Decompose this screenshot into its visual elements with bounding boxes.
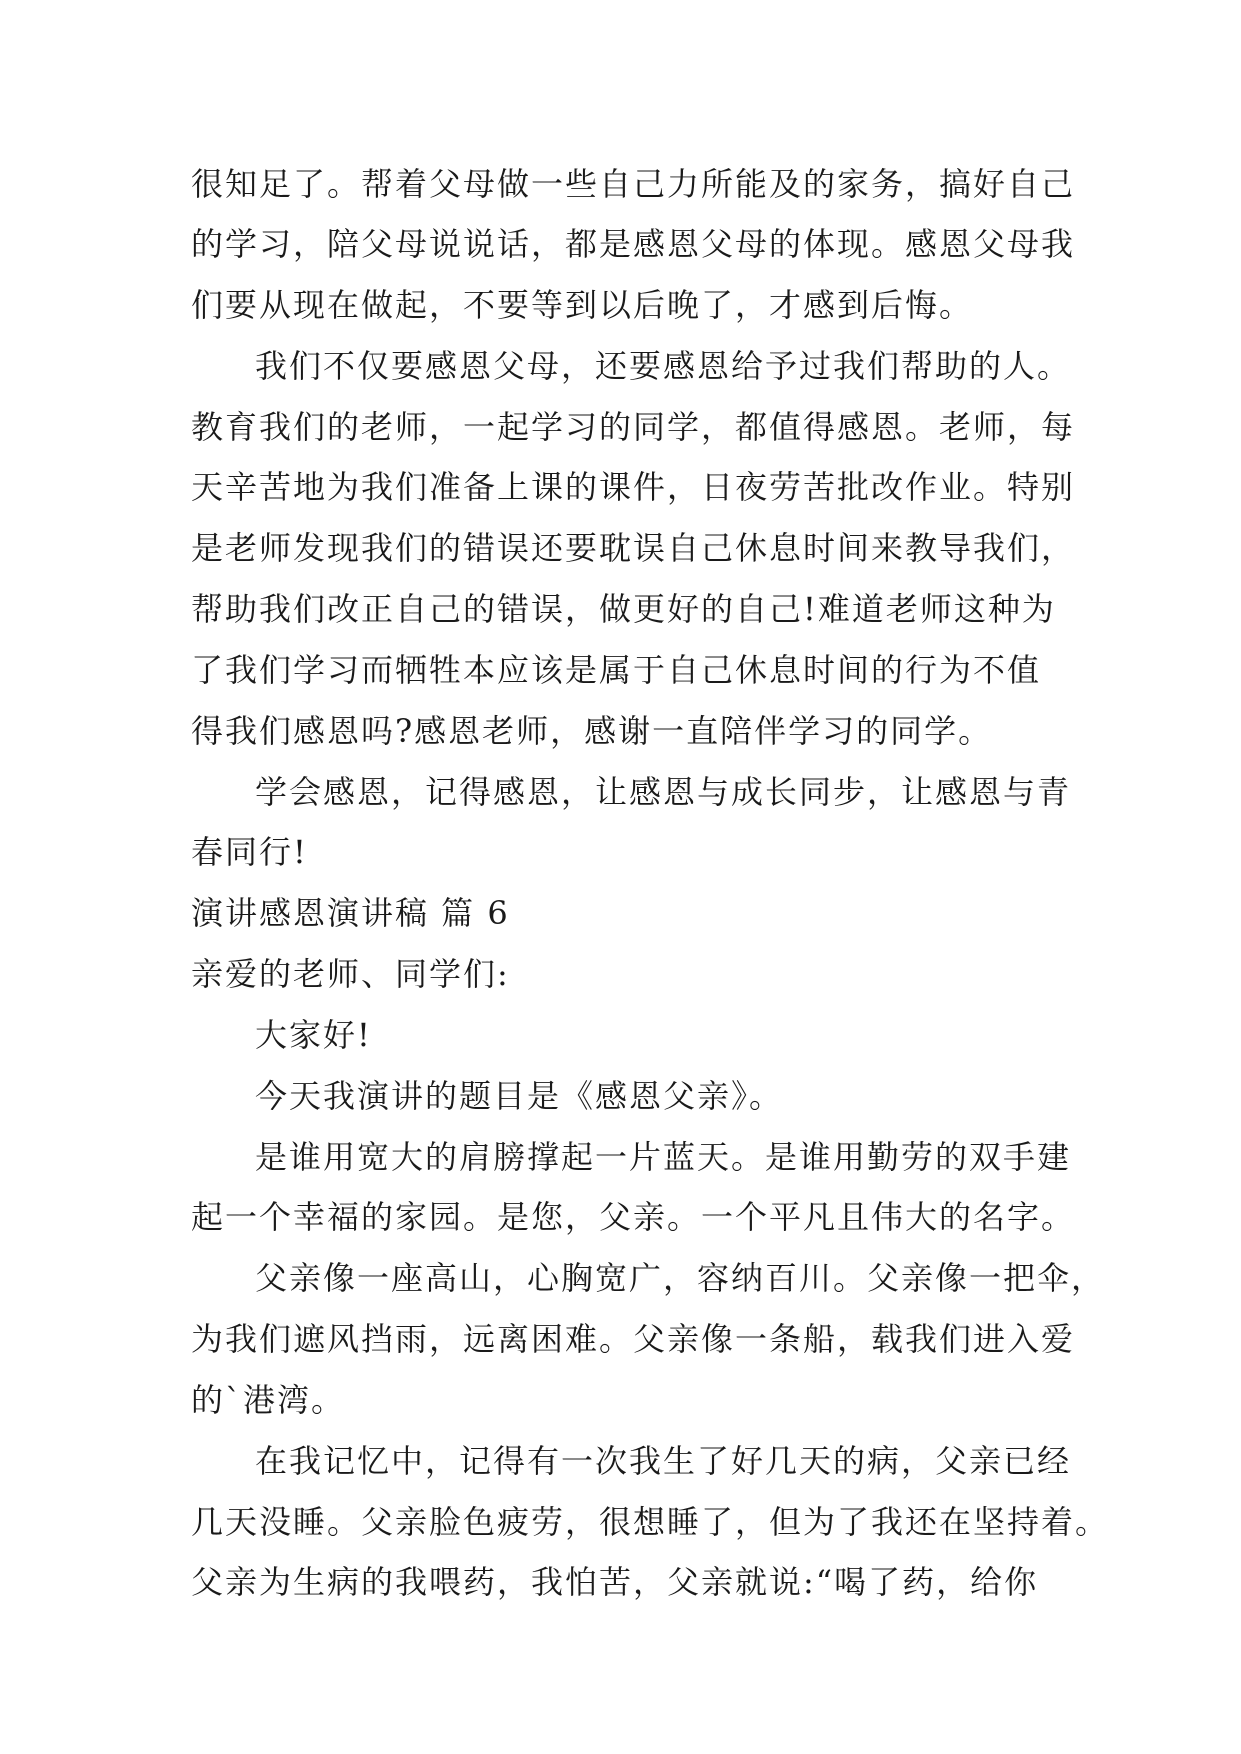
text-line: 学会感恩，记得感恩，让感恩与成长同步，让感恩与青 [255, 773, 1072, 811]
section-heading: 演讲感恩演讲稿 篇 6 [191, 894, 510, 932]
text-line: 教育我们的老师，一起学习的同学，都值得感恩。老师，每 [191, 408, 1076, 446]
text-line: 帮助我们改正自己的错误，做更好的自己!难道老师这种为 [191, 590, 1056, 628]
text-line: 春同行! [191, 833, 308, 871]
text-line: 父亲为生病的我喂药，我怕苦，父亲就说:“喝了药，给你 [191, 1563, 1039, 1601]
text-line: 天辛苦地为我们准备上课的课件，日夜劳苦批改作业。特别 [191, 468, 1076, 506]
text-line: 今天我演讲的题目是《感恩父亲》。 [255, 1077, 784, 1115]
text-line: 父亲像一座高山，心胸宽广，容纳百川。父亲像一把伞， [255, 1259, 1106, 1297]
text-line: 为我们遮风挡雨，远离困难。父亲像一条船，载我们进入爱 [191, 1320, 1076, 1358]
text-line: 的学习，陪父母说说话，都是感恩父母的体现。感恩父母我 [191, 225, 1076, 263]
text-line: 很知足了。帮着父母做一些自己力所能及的家务，搞好自己 [191, 165, 1076, 203]
text-line: 大家好! [255, 1016, 372, 1054]
text-line: 得我们感恩吗?感恩老师，感谢一直陪伴学习的同学。 [191, 712, 993, 750]
text-line: 起一个幸福的家园。是您，父亲。一个平凡且伟大的名字。 [191, 1198, 1076, 1236]
salutation: 亲爱的老师、同学们: [191, 955, 510, 993]
text-line: 了我们学习而牺牲本应该是属于自己休息时间的行为不值 [191, 651, 1042, 689]
text-line: 的`港湾。 [191, 1381, 346, 1419]
text-line: 是老师发现我们的错误还要耽误自己休息时间来教导我们， [191, 529, 1076, 567]
text-line: 们要从现在做起，不要等到以后晚了，才感到后悔。 [191, 286, 974, 324]
text-line: 是谁用宽大的肩膀撑起一片蓝天。是谁用勤劳的双手建 [255, 1138, 1072, 1176]
text-line: 几天没睡。父亲脸色疲劳，很想睡了，但为了我还在坚持着。 [191, 1503, 1110, 1541]
text-line: 我们不仅要感恩父母，还要感恩给予过我们帮助的人。 [255, 347, 1072, 385]
text-line: 在我记忆中，记得有一次我生了好几天的病，父亲已经 [255, 1442, 1072, 1480]
